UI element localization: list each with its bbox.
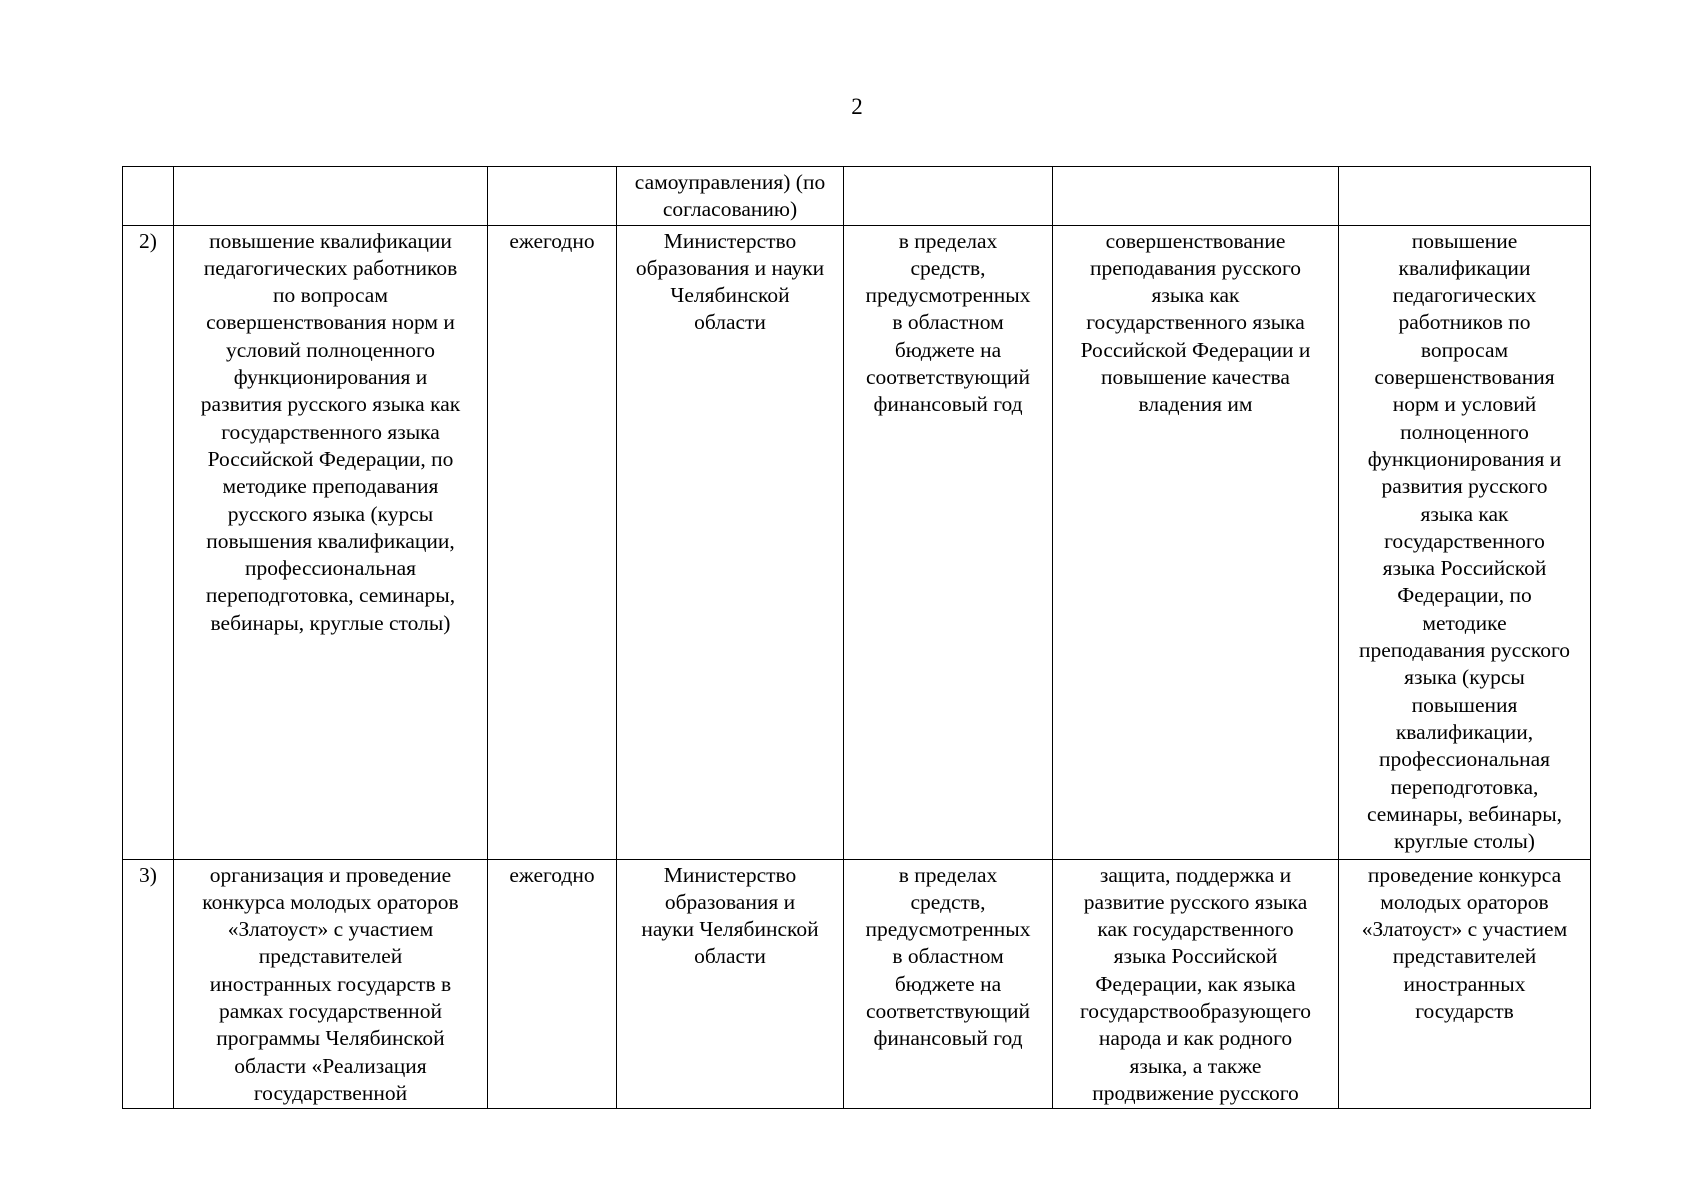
funding-cell (844, 167, 1053, 226)
table-row (123, 859, 1591, 1109)
executor-cell: самоуправления) (по согласованию) (617, 167, 844, 226)
row-number-cell: 3) (123, 859, 174, 1109)
measure-cell (174, 167, 488, 226)
table-row (123, 225, 1591, 859)
result-cell: проведение конкурса молодых ораторов «Златоуст» с участием представителей иностранных государств (1339, 859, 1591, 1109)
goal-cell: совершенствование преподавания русского языка как государственного языка Российской Федерации и повышение качества владения им (1053, 225, 1339, 859)
deadline-cell (488, 167, 617, 226)
row-number-cell (123, 167, 174, 226)
goal-cell: защита, поддержка и развитие русского языка как государственного языка Российской Федерации, как языка государствообразующего народа и как родного языка, а также продвижение русского (1053, 859, 1339, 1109)
deadline-cell: ежегодно (488, 859, 617, 1109)
measure-cell: организация и проведение конкурса молодых ораторов «Златоуст» с участием представителей иностранных государств в рамках государственной программы Челябинской области «Реализация государственной (174, 859, 488, 1109)
table-row (123, 167, 1591, 226)
goal-cell (1053, 167, 1339, 226)
result-cell (1339, 167, 1591, 226)
row-number-cell: 2) (123, 225, 174, 859)
measure-cell: повышение квалификации педагогических работников по вопросам совершенствования норм и условий полноценного функционирования и развития русского языка как государственного языка Российской Федерации, по методике преподавания русского языка (курсы повышения квалификации, профессиональная переподготовка, семинары, вебинары, круглые столы) (174, 225, 488, 859)
measures-table (122, 166, 1591, 1109)
result-cell: повышение квалификации педагогических работников по вопросам совершенствования норм и условий полноценного функционирования и развития русского языка как государственного языка Российской Федерации, по методике преподавания русского языка (курсы повышения квалификации, профессиональная переподготовка, семинары, вебинары, круглые столы) (1339, 225, 1591, 859)
funding-cell: в пределах средств, предусмотренных в областном бюджете на соответствующий финансовый год (844, 225, 1053, 859)
deadline-cell: ежегодно (488, 225, 617, 859)
page-number: 2 (851, 94, 863, 119)
executor-cell: Министерство образования и науки Челябинской области (617, 859, 844, 1109)
funding-cell: в пределах средств, предусмотренных в областном бюджете на соответствующий финансовый год (844, 859, 1053, 1109)
executor-cell: Министерство образования и науки Челябинской области (617, 225, 844, 859)
